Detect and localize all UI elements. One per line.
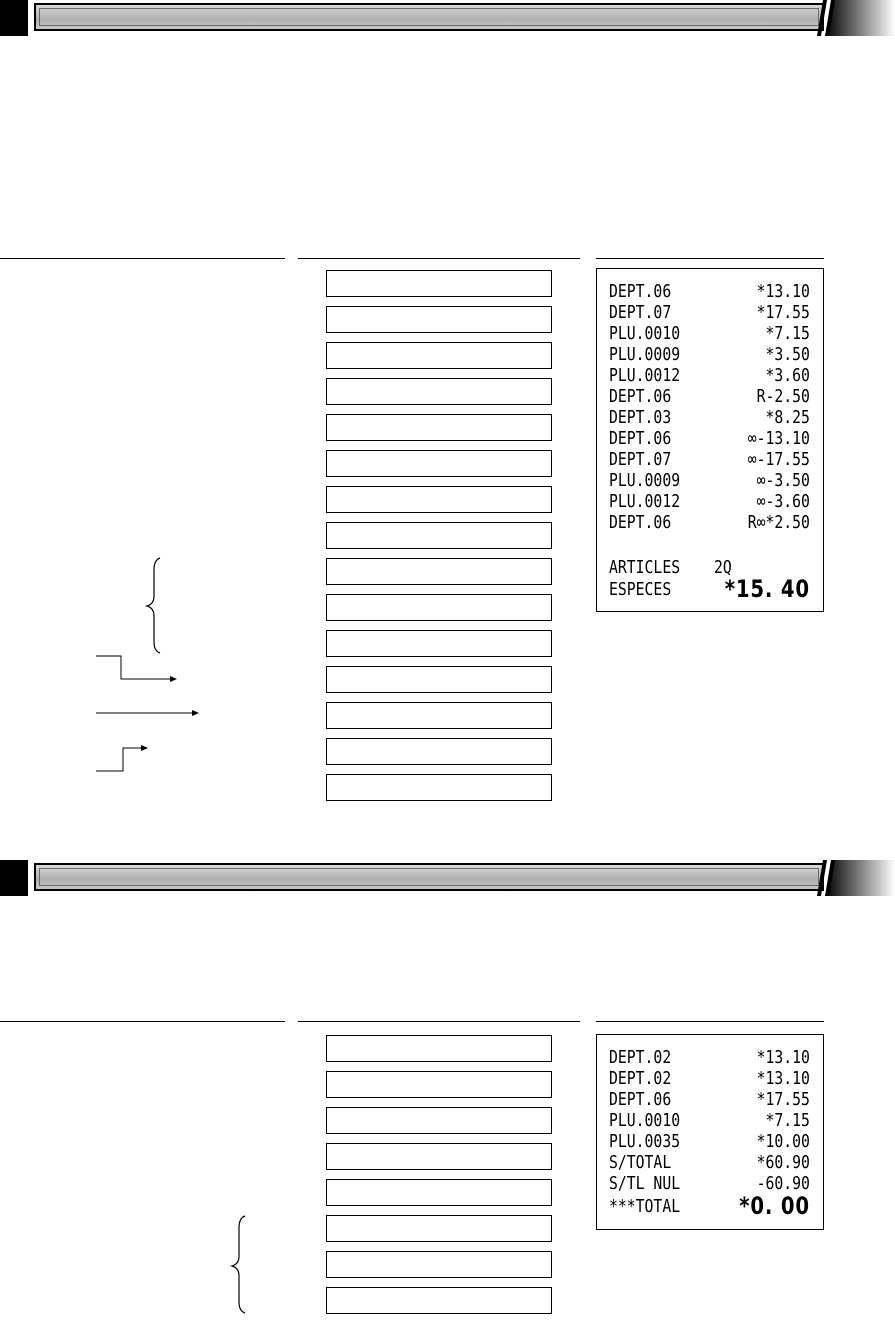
key-box [326, 774, 552, 801]
receipt-line: DEPT.06 *13.10 [609, 281, 810, 302]
key-box [326, 1143, 552, 1170]
key-box [326, 1071, 552, 1098]
section-1-receipt [596, 268, 824, 612]
receipt-line: PLU.0010 *7.15 [609, 1110, 810, 1131]
key-box [326, 306, 552, 333]
section-2-receipt [596, 1034, 824, 1230]
receipt-line: PLU.0010 *7.15 [609, 323, 810, 344]
receipt-line: DEPT.06 R-2.50 [609, 386, 810, 407]
receipt-line: PLU.0012 ∞-3.60 [609, 491, 810, 512]
section-2-header-stripes [805, 860, 895, 896]
receipt-line: DEPT.02 *13.10 [609, 1047, 810, 1068]
brace-icon [232, 1216, 245, 1313]
receipt-line: PLU.0035 *10.00 [609, 1131, 810, 1152]
key-box [326, 1035, 552, 1062]
receipt-line: S/TOTAL *60.90 [609, 1152, 810, 1173]
key-box [326, 450, 552, 477]
receipt-line: PLU.0012 *3.60 [609, 365, 810, 386]
receipt-line: S/TL NUL -60.90 [609, 1173, 810, 1194]
key-box [326, 558, 552, 585]
key-box [326, 738, 552, 765]
section-1-col3-rule [596, 258, 824, 259]
key-box [326, 270, 552, 297]
section-2-col2-rule [298, 1021, 580, 1022]
key-box [326, 1287, 552, 1314]
key-box [326, 1215, 552, 1242]
receipt-line: DEPT.07 ∞-17.55 [609, 449, 810, 470]
total-label: ***TOTAL [609, 1196, 681, 1217]
key-box [326, 702, 552, 729]
key-box [326, 666, 552, 693]
total-amount: *15. 40 [724, 575, 810, 603]
key-box [326, 522, 552, 549]
receipt-line: DEPT.06 *17.55 [609, 1089, 810, 1110]
receipt-total-line [609, 1192, 810, 1220]
section-1-col2-rule [298, 258, 580, 259]
section-1-header-stripes [805, 0, 895, 36]
key-box [326, 378, 552, 405]
receipt-total-line [609, 575, 810, 603]
receipt-line: DEPT.02 *13.10 [609, 1068, 810, 1089]
key-box [326, 1251, 552, 1278]
total-label: ESPECES [609, 579, 672, 600]
key-box [326, 1107, 552, 1134]
receipt-line: PLU.0009 ∞-3.50 [609, 470, 810, 491]
receipt-line: DEPT.03 *8.25 [609, 407, 810, 428]
key-box [326, 486, 552, 513]
key-box [326, 342, 552, 369]
key-box [326, 630, 552, 657]
key-box [326, 594, 552, 621]
receipt-line: DEPT.07 *17.55 [609, 302, 810, 323]
receipt-line: DEPT.06 ∞-13.10 [609, 428, 810, 449]
key-box [326, 1179, 552, 1206]
receipt-line: DEPT.06 R∞*2.50 [609, 512, 810, 533]
total-amount: *0. 00 [739, 1192, 810, 1220]
section-2-col3-rule [596, 1021, 824, 1022]
articles-value: 2Q [713, 557, 732, 578]
key-box [326, 414, 552, 441]
articles-label: ARTICLES [609, 557, 681, 578]
section-2-annotations [0, 0, 300, 1320]
receipt-line: PLU.0009 *3.50 [609, 344, 810, 365]
